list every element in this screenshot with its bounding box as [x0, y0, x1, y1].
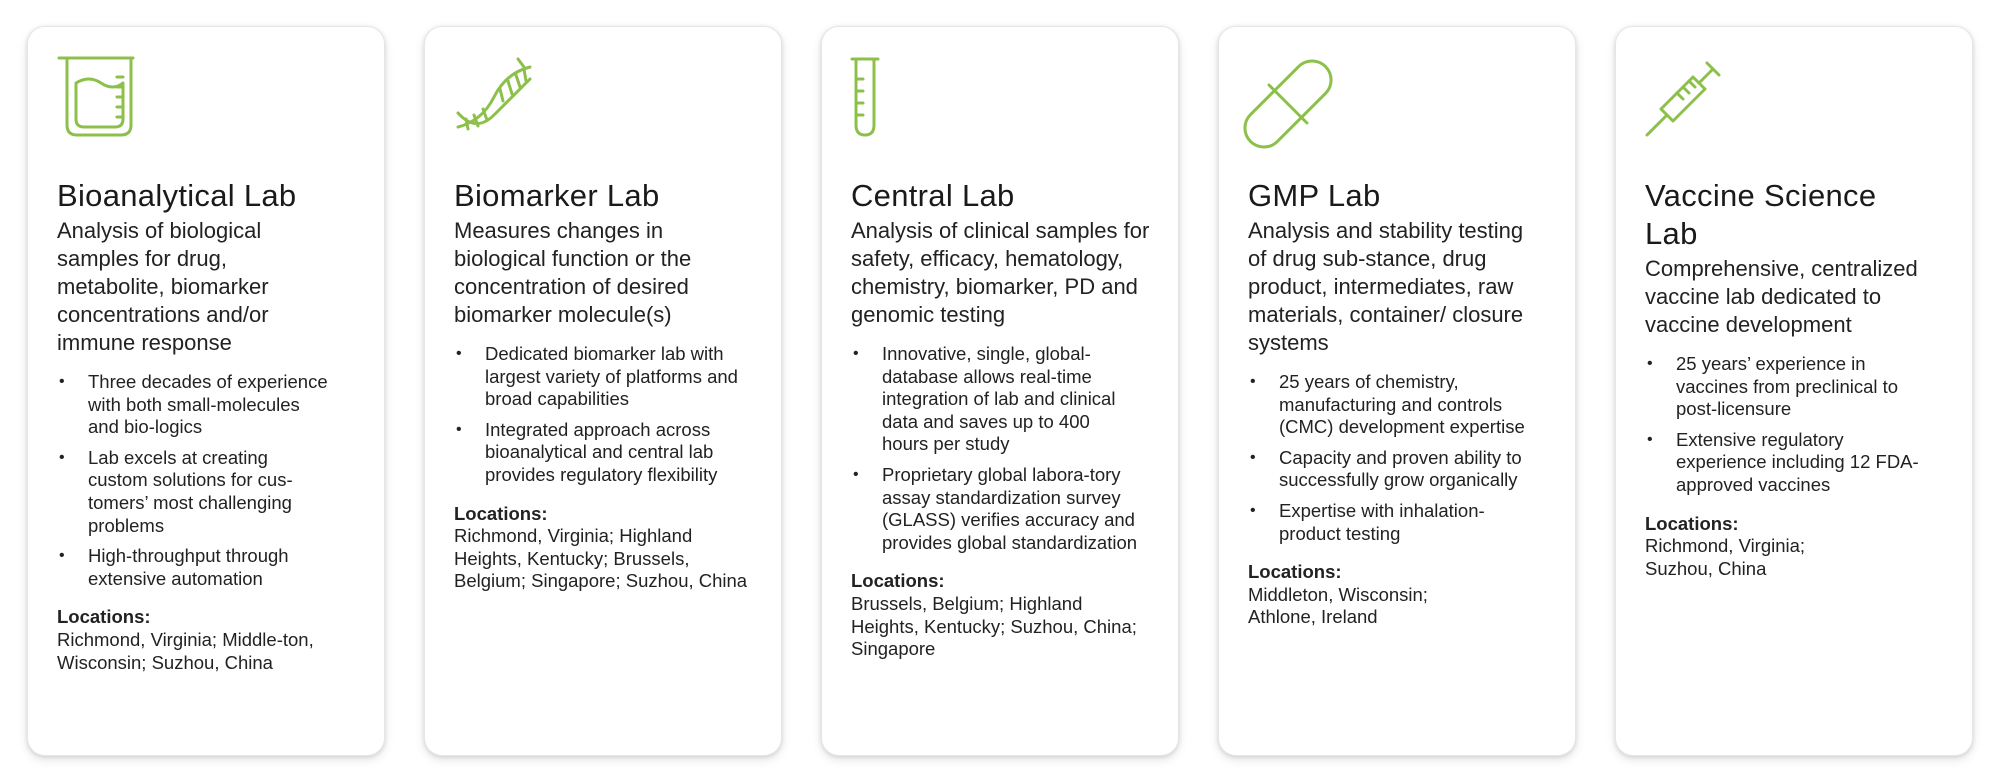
locations-text: Brussels, Belgium; Highland Heights, Kentucky; Suzhou, China; Singapore [851, 592, 1137, 660]
card-description: Analysis of clinical samples for safety, efficacy, hematology, chemistry, biomarker, PD and genomic testing [851, 218, 1150, 327]
bullet-list [57, 371, 332, 590]
locations-label: Locations: [57, 606, 151, 628]
test-tube-icon [851, 55, 931, 139]
card-biomarker-lab [424, 26, 782, 756]
locations-text: Richmond, Virginia; Middle-ton, Wisconsin; Suzhou, China [57, 628, 314, 673]
locations-label: Locations: [1645, 512, 1739, 534]
list-item: • Dedicated biomarker lab with largest variety of platforms and broad capabilities [454, 343, 739, 411]
card-vaccine-science-lab [1615, 26, 1973, 756]
bullet-list [1248, 371, 1538, 545]
beaker-icon [57, 55, 137, 139]
list-item: • Expertise with inhalation-product testing [1248, 500, 1538, 545]
locations-label: Locations: [454, 502, 548, 524]
dna-icon [454, 55, 534, 139]
list-item: • Integrated approach across bioanalytical and central lab provides regulatory flexibility [454, 419, 739, 487]
list-item: • High-throughput through extensive automation [57, 545, 332, 590]
card-bioanalytical-lab [27, 26, 385, 756]
list-item: • Extensive regulatory experience including 12 FDA-approved vaccines [1645, 429, 1930, 497]
bullet-list [1645, 353, 1930, 497]
list-item: • Proprietary global labora-tory assay standardization survey (GLASS) verifies accuracy and provides global standardization [851, 464, 1141, 554]
card-title: Central Lab [851, 178, 1015, 213]
list-item: • Capacity and proven ability to successfully grow organically [1248, 447, 1538, 492]
bullet-list [454, 343, 739, 487]
card-title: Vaccine Science Lab [1645, 178, 1877, 251]
locations-text: Richmond, Virginia; Highland Heights, Kentucky; Brussels, Belgium; Singapore; Suzhou, China [454, 525, 748, 592]
list-item: • 25 years of chemistry, manufacturing and controls (CMC) development expertise [1248, 371, 1538, 439]
card-description: Analysis of biological samples for drug, metabolite, biomarker concentrations and/or immune response [57, 218, 269, 355]
card-description: Measures changes in biological function or the concentration of desired biomarker molecule(s) [454, 218, 692, 327]
card-description: Comprehensive, centralized vaccine lab dedicated to vaccine development [1645, 256, 1918, 337]
list-item: • Innovative, single, global-database allows real-time integration of lab and clinical data and saves up to 400 hours per study [851, 343, 1141, 456]
list-item: • Three decades of experience with both small-molecules and bio-logics [57, 371, 332, 439]
list-item: • Lab excels at creating custom solutions for cus-tomers’ most challenging problems [57, 447, 332, 537]
list-item: • 25 years’ experience in vaccines from preclinical to post-licensure [1645, 353, 1930, 421]
card-title: Biomarker Lab [454, 178, 660, 213]
card-description: Analysis and stability testing of drug sub-stance, drug product, intermediates, raw materials, container/ closure systems [1248, 218, 1524, 355]
capsule-icon [1248, 55, 1328, 139]
bullet-list [851, 343, 1141, 554]
locations-text: Middleton, Wisconsin; Athlone, Ireland [1248, 583, 1428, 628]
locations-label: Locations: [851, 570, 945, 592]
card-title: GMP Lab [1248, 178, 1381, 213]
syringe-icon [1645, 55, 1725, 139]
locations-text: Richmond, Virginia; Suzhou, China [1645, 535, 1806, 579]
card-central-lab [821, 26, 1179, 756]
card-title: Bioanalytical Lab [57, 178, 297, 213]
card-gmp-lab [1218, 26, 1576, 756]
locations-label: Locations: [1248, 561, 1342, 583]
